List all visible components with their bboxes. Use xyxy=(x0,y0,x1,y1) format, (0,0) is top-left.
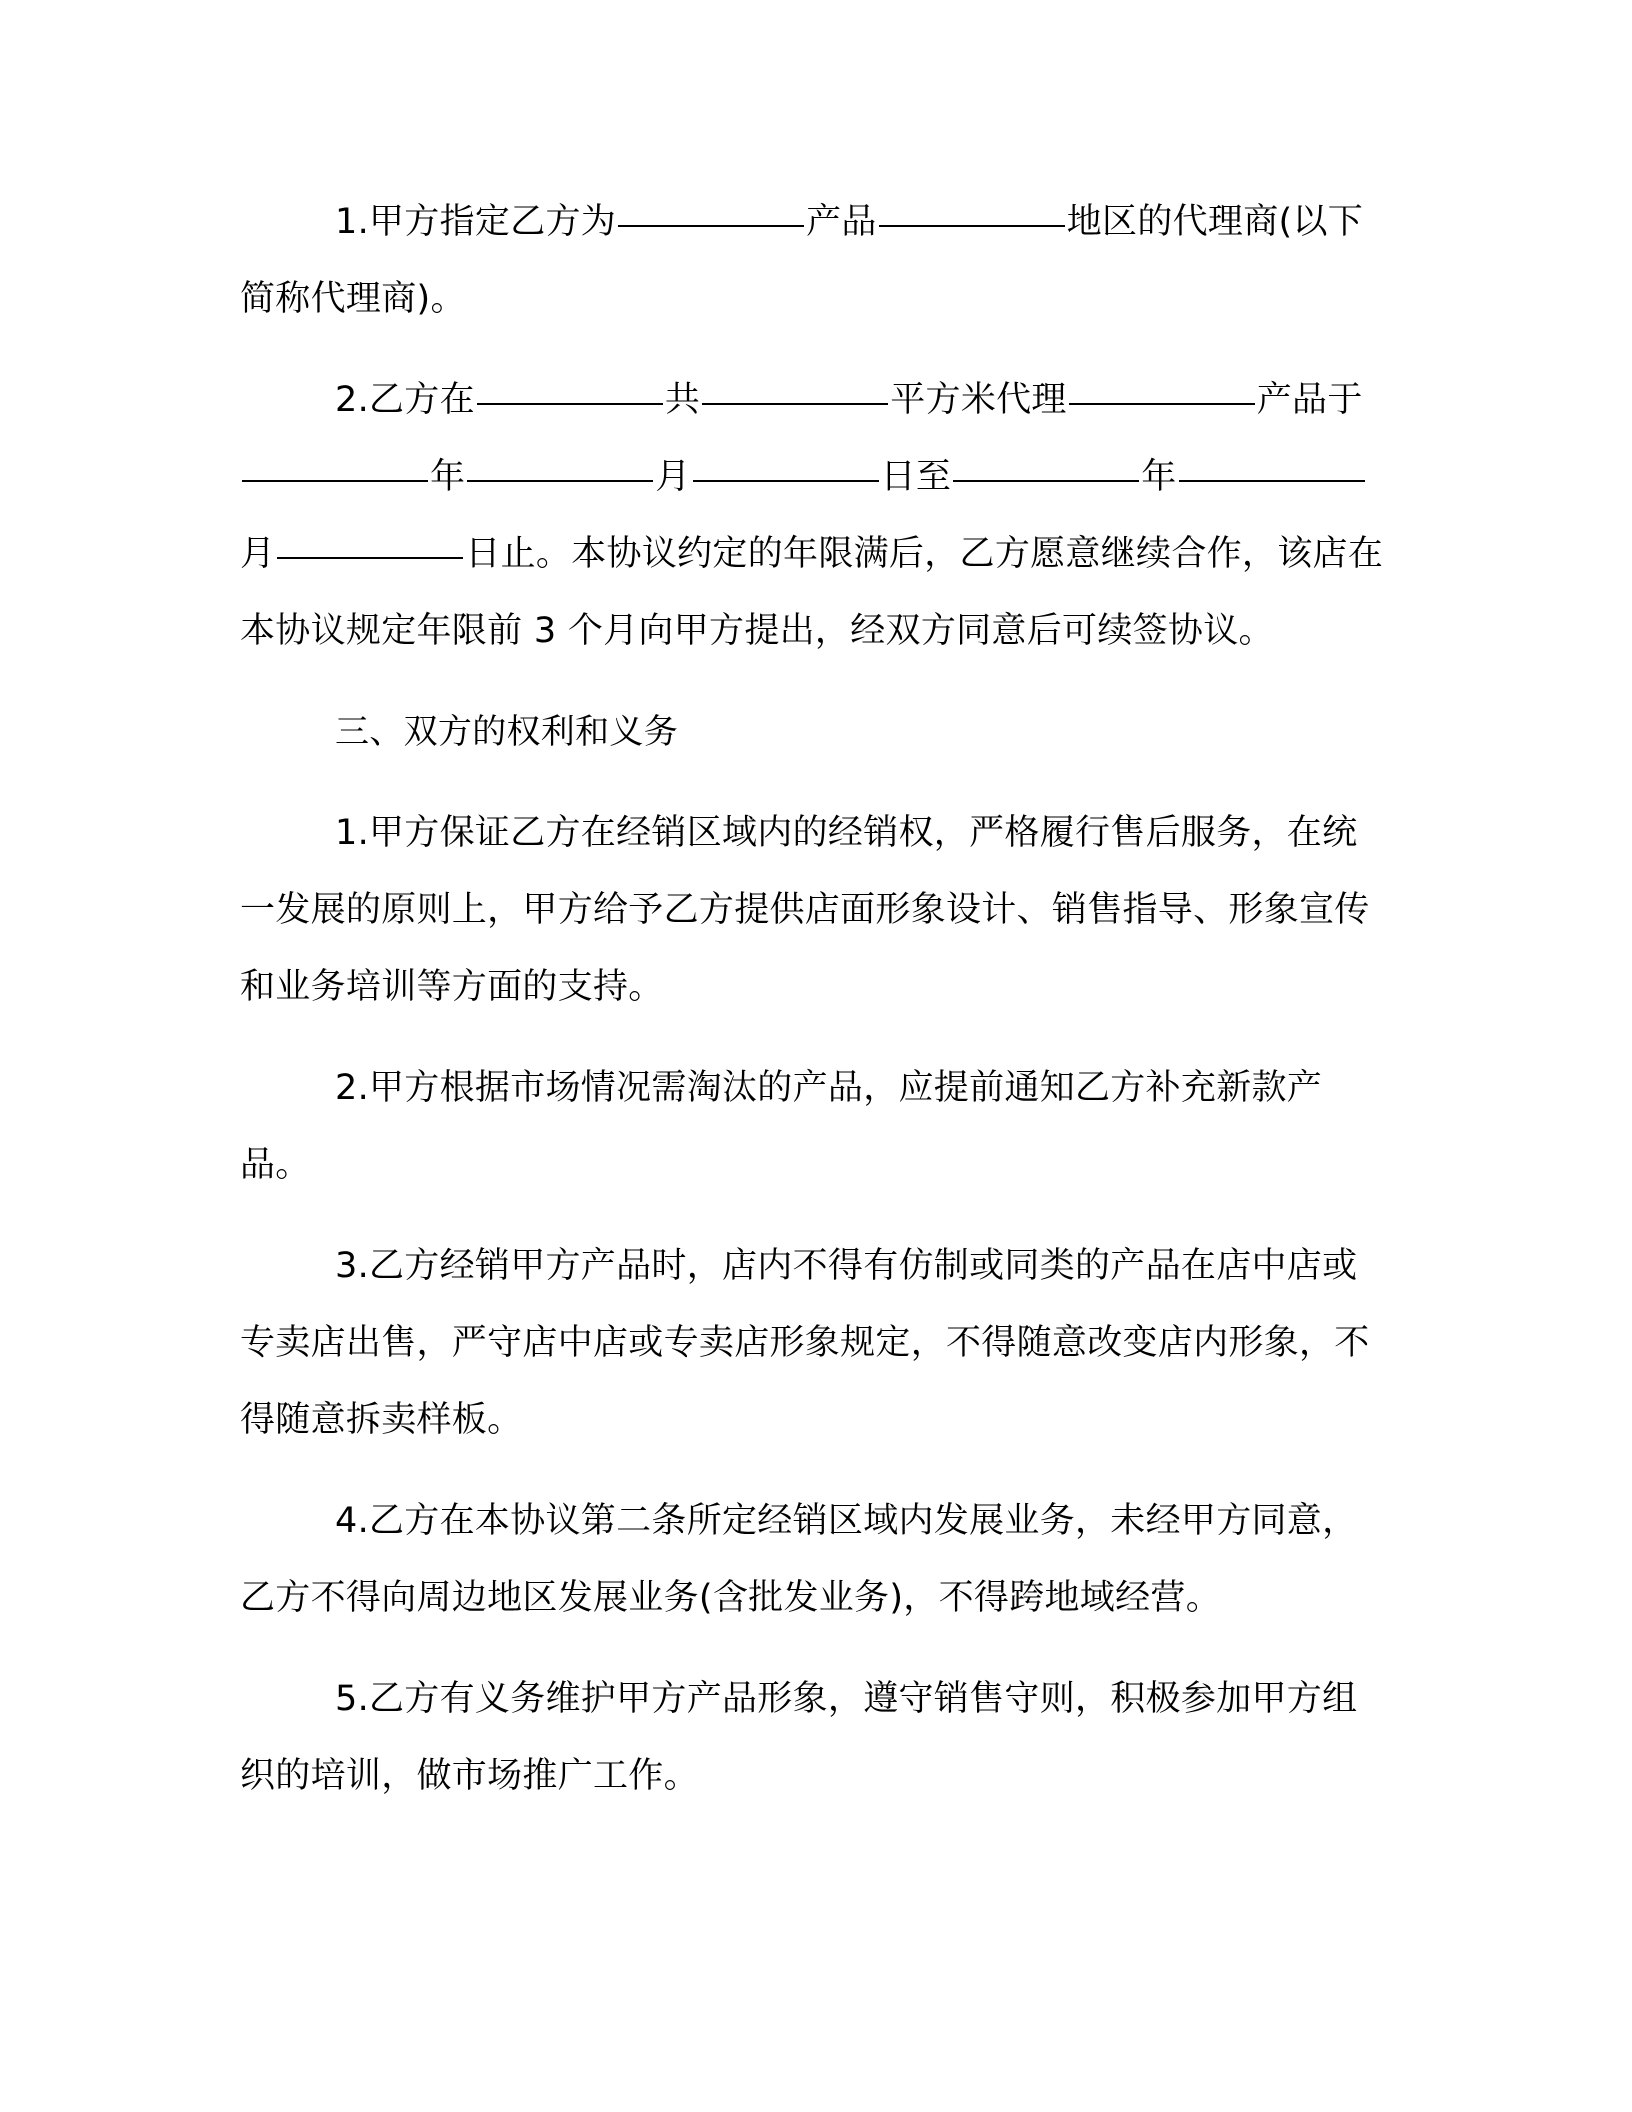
fill-blank[interactable] xyxy=(1179,479,1365,482)
text-segment: 产品于 xyxy=(1256,380,1363,420)
text-segment: 1.甲方指定乙方为 xyxy=(335,202,617,242)
fill-blank[interactable] xyxy=(618,224,804,227)
clause-3: 3.乙方经销甲方产品时，店内不得有仿制或同类的产品在店中店或专卖店出售，严守店中店或专卖店形象规定，不得随意改变店内形象，不得随意拆卖样板。 xyxy=(240,1246,1370,1440)
paragraph-agent-appointment xyxy=(240,184,1390,338)
text-segment: 月 xyxy=(240,534,276,574)
text-segment: 产品 xyxy=(806,202,877,242)
text-segment: 日至 xyxy=(880,457,952,497)
fill-blank[interactable] xyxy=(467,479,653,482)
fill-blank[interactable] xyxy=(277,556,463,559)
text-segment: 地区的代理商(以下简称代理商)。 xyxy=(240,202,1364,319)
fill-blank[interactable] xyxy=(702,402,888,405)
clause-5: 5.乙方有义务维护甲方产品形象，遵守销售守则，积极参加甲方组织的培训，做市场推广工作。 xyxy=(240,1679,1358,1796)
fill-blank[interactable] xyxy=(879,224,1065,227)
clause-1: 1.甲方保证乙方在经销区域内的经销权，严格履行售后服务，在统一发展的原则上，甲方给予乙方提供店面形象设计、销售指导、形象宣传和业务培训等方面的支持。 xyxy=(240,813,1370,1007)
text-segment: 年 xyxy=(1141,457,1177,497)
fill-blank[interactable] xyxy=(242,479,428,482)
text-segment: 共 xyxy=(664,380,701,420)
text-segment: 平方米代理 xyxy=(890,380,1067,420)
fill-blank[interactable] xyxy=(953,479,1139,482)
text-segment: 2.乙方在 xyxy=(335,380,475,420)
text-segment: 日止。本协议约定的年限满后，乙方愿意继续合作，该店在本协议规定年限前 3 个月向甲方提出，经双方同意后可续签协议。 xyxy=(240,534,1384,651)
section-heading: 三、双方的权利和义务 xyxy=(335,712,678,752)
fill-blank[interactable] xyxy=(477,402,663,405)
fill-blank[interactable] xyxy=(693,479,879,482)
clause-4: 4.乙方在本协议第二条所定经销区域内发展业务，未经甲方同意，乙方不得向周边地区发展业务(含批发业务)，不得跨地域经营。 xyxy=(240,1501,1358,1618)
text-segment: 月 xyxy=(655,457,691,497)
clause-2: 2.甲方根据市场情况需淘汰的产品，应提前通知乙方补充新款产品。 xyxy=(240,1068,1323,1185)
paragraph-agency-term xyxy=(240,362,1390,670)
fill-blank[interactable] xyxy=(1069,402,1255,405)
text-segment: 年 xyxy=(430,457,466,497)
document-page xyxy=(240,184,1390,1815)
